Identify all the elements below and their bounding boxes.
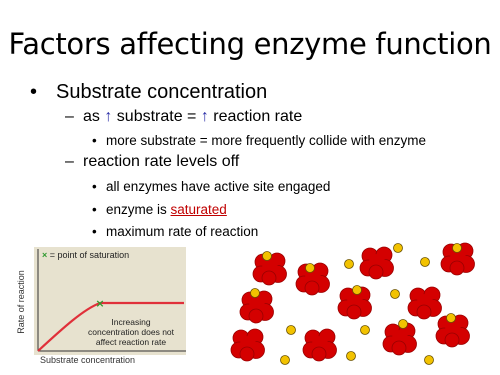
substrate-dot-icon bbox=[345, 260, 354, 269]
enzyme-substrate-illustration bbox=[225, 238, 495, 372]
bullet-label: Substrate concentration bbox=[56, 81, 268, 103]
detail-text: more substrate = more frequently collide with enzyme bbox=[106, 133, 427, 148]
substrate-dot-icon bbox=[447, 314, 456, 323]
substrate-dot-icon bbox=[281, 356, 290, 365]
sub2-text: reaction rate levels off bbox=[83, 153, 240, 170]
bullet-substrate-concentration bbox=[30, 80, 267, 104]
sub1-post: reaction rate bbox=[208, 108, 303, 125]
detail-text: enzyme is bbox=[106, 202, 171, 217]
y-axis-label: Rate of reaction bbox=[16, 270, 26, 334]
substrate-dot-icon bbox=[425, 356, 434, 365]
bullet-dot: • bbox=[92, 224, 97, 239]
substrate-dot-icon bbox=[391, 290, 400, 299]
substrate-dot-icon bbox=[353, 286, 362, 295]
substrate-dot-icon bbox=[347, 352, 356, 361]
saturation-x-marker-icon: × bbox=[95, 297, 105, 310]
enzyme-blob-icon bbox=[231, 329, 265, 361]
detail-text: all enzymes have active site engaged bbox=[106, 179, 331, 194]
substrate-dot-icon bbox=[251, 289, 260, 298]
slide-title: Factors affecting enzyme function bbox=[8, 27, 492, 61]
x-axis-label: Substrate concentration bbox=[40, 355, 136, 365]
detail-active-site bbox=[92, 178, 330, 195]
sub-bullet-levels-off bbox=[65, 152, 239, 172]
saturated-link[interactable]: saturated bbox=[170, 202, 227, 217]
enzyme-blob-icon bbox=[383, 323, 417, 355]
up-arrow-icon: ↑ bbox=[104, 108, 113, 125]
legend-text: = point of saturation bbox=[49, 250, 130, 260]
detail-saturated bbox=[92, 201, 227, 218]
enzyme-blob-icon bbox=[408, 287, 442, 319]
dash: – bbox=[65, 153, 74, 170]
sub1-mid: substrate = bbox=[112, 108, 201, 125]
saturation-graph bbox=[8, 247, 188, 369]
enzyme-blob-icon bbox=[360, 247, 394, 279]
detail-text: maximum rate of reaction bbox=[106, 224, 259, 239]
bullet-dot: • bbox=[92, 133, 97, 148]
graph-annotation: Increasing concentration does not affect reaction rate bbox=[88, 317, 175, 347]
detail-collide bbox=[92, 132, 426, 149]
substrate-dot-icon bbox=[399, 320, 408, 329]
bullet-dot: • bbox=[92, 179, 97, 194]
up-arrow-icon: ↑ bbox=[200, 108, 209, 125]
bullet-dot: • bbox=[30, 81, 38, 103]
substrate-dot-icon bbox=[287, 326, 296, 335]
substrate-dot-icon bbox=[361, 326, 370, 335]
dash: – bbox=[65, 108, 74, 125]
substrate-dot-icon bbox=[306, 264, 315, 273]
saturation-x-marker-icon: × bbox=[42, 250, 48, 260]
substrate-dot-icon bbox=[263, 252, 272, 261]
graph-legend bbox=[42, 250, 129, 261]
bullet-dot: • bbox=[92, 202, 97, 217]
substrate-dot-icon bbox=[453, 244, 462, 253]
substrate-dot-icon bbox=[421, 258, 430, 267]
sub-bullet-rate-increase bbox=[65, 107, 302, 127]
enzyme-blob-icon bbox=[303, 329, 337, 361]
sub1-pre: as bbox=[83, 108, 105, 125]
substrate-dot-icon bbox=[394, 244, 403, 253]
